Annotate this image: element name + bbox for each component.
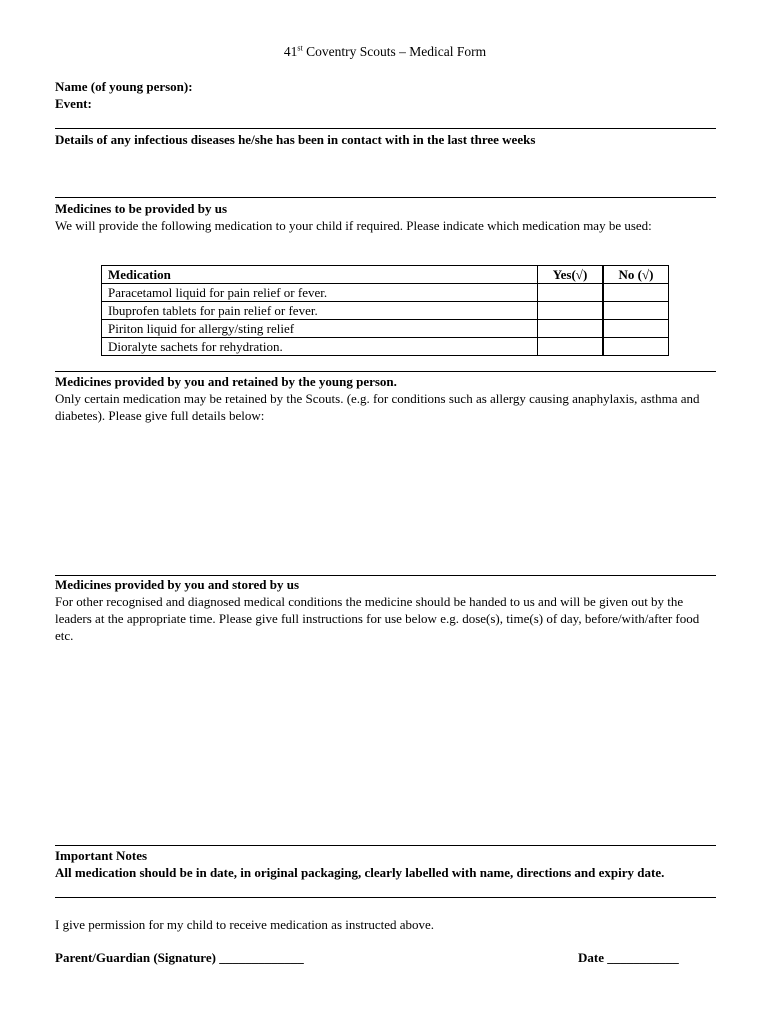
table-row: [102, 338, 669, 356]
stored-heading: Medicines provided by you and stored by us: [55, 577, 300, 592]
form-title: [0, 44, 770, 60]
divider-provided-by-us: [55, 197, 716, 198]
yes-checkbox-cell[interactable]: [538, 284, 604, 302]
medication-name: Piriton liquid for allergy/sting relief: [102, 320, 538, 338]
retained-section: [55, 373, 720, 424]
provided-by-us-text: We will provide the following medication to your child if required. Please indicate which medication may be used:: [55, 218, 652, 233]
yes-checkbox-cell[interactable]: [538, 338, 604, 356]
no-checkbox-cell[interactable]: [603, 284, 669, 302]
divider-notes: [55, 845, 716, 846]
table-row: [102, 320, 669, 338]
name-field-label: Name (of young person):: [55, 79, 193, 94]
medication-table-header: [102, 266, 669, 284]
no-checkbox-cell[interactable]: [603, 320, 669, 338]
retained-text: Only certain medication may be retained by the Scouts. (e.g. for conditions such as allergy causing anaphylaxis, asthma and diabetes). Please give full details below:: [55, 391, 700, 423]
medication-name: Paracetamol liquid for pain relief or fever.: [102, 284, 538, 302]
medication-name: Ibuprofen tablets for pain relief or fever.: [102, 302, 538, 320]
table-row: [102, 284, 669, 302]
no-checkbox-cell[interactable]: [603, 338, 669, 356]
title-ordinal-suffix: st: [297, 43, 303, 53]
yes-checkbox-cell[interactable]: [538, 320, 604, 338]
permission-statement: I give permission for my child to receive medication as instructed above.: [55, 917, 435, 932]
table-row: [102, 302, 669, 320]
title-rest: Coventry Scouts – Medical Form: [302, 44, 487, 59]
medication-column-header: Medication: [102, 266, 538, 284]
parent-signature-field[interactable]: Parent/Guardian (Signature) _____________: [55, 950, 304, 965]
no-column-header: No (√): [603, 266, 669, 284]
date-field[interactable]: Date ___________: [578, 950, 679, 965]
provided-by-us-section: [55, 200, 720, 234]
infectious-heading: Details of any infectious diseases he/she has been in contact with in the last three weeks: [55, 132, 536, 147]
notes-text: All medication should be in date, in original packaging, clearly labelled with name, directions and expiry date.: [55, 865, 665, 880]
divider-infectious: [55, 128, 716, 129]
no-checkbox-cell[interactable]: [603, 302, 669, 320]
stored-text: For other recognised and diagnosed medical conditions the medicine should be handed to us and will be given out by the leaders at the appropriate time. Please give full instructions for use below e.g. dose(s), time(s) of day, before/with/after food etc.: [55, 594, 700, 643]
divider-retained: [55, 371, 716, 372]
retained-details-area[interactable]: [55, 428, 716, 568]
provided-by-us-heading: Medicines to be provided by us: [55, 201, 228, 216]
notes-section: [55, 847, 720, 881]
medication-name: Dioralyte sachets for rehydration.: [102, 338, 538, 356]
yes-column-header: Yes(√): [538, 266, 604, 284]
retained-heading: Medicines provided by you and retained by the young person.: [55, 374, 397, 389]
notes-heading: Important Notes: [55, 848, 148, 863]
stored-section: [55, 576, 720, 644]
divider-permission: [55, 897, 716, 898]
medication-table: [101, 265, 669, 356]
title-prefix: 41: [283, 44, 298, 59]
stored-instructions-area[interactable]: [55, 648, 716, 838]
yes-checkbox-cell[interactable]: [538, 302, 604, 320]
event-field-label: Event:: [55, 96, 92, 111]
